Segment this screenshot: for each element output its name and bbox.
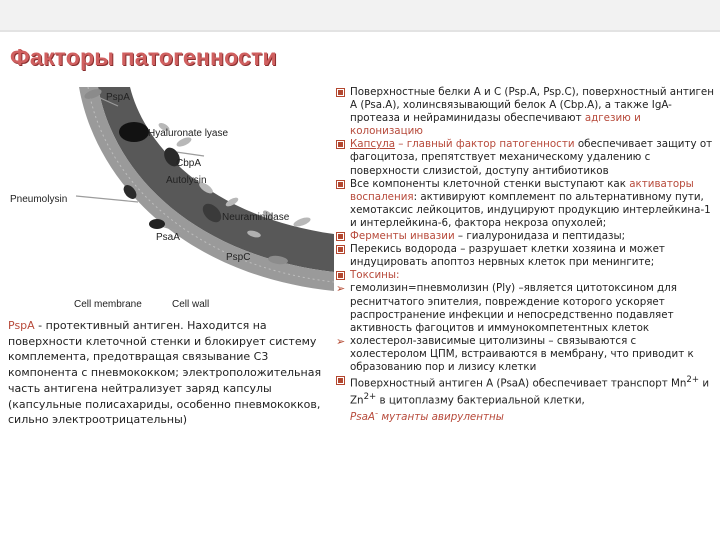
square-bullet-icon <box>336 140 345 149</box>
item-term: Капсула <box>350 138 395 151</box>
item-text: в цитоплазму бактериальной клетки, <box>376 394 585 406</box>
list-item <box>336 138 716 177</box>
item-text: Перекись водорода – разрушает клетки хозяина и может индуцировать апоптоз нервных клеток при менингите; <box>350 243 665 269</box>
label-cell-wall: Cell wall <box>172 299 210 310</box>
cbpa-line <box>176 152 204 156</box>
item-text: и Zn <box>350 377 710 406</box>
item-highlight: Токсины: <box>350 269 400 282</box>
item-highlight: активаторы воспаления <box>350 177 694 203</box>
page-title: Факторы патогенности <box>10 44 277 70</box>
label-pspc: PspC <box>226 252 251 263</box>
arrow-bullet-icon: ➢ <box>336 282 346 296</box>
item-text: Поверхностные белки А и С (Psp.A, Psp.C), поверхностный антиген А (Psa.A), холинсвязывающий белок А (Cbp.A), а также IgA-протеаза и нейраминидазы обеспечивают <box>350 86 714 125</box>
label-hyaluronate-lyase: Hyaluronate lyase <box>148 128 229 139</box>
arrow-bullet-icon: ➢ <box>336 334 346 348</box>
superscript: - <box>374 408 379 419</box>
cell-wall-diagram <box>6 84 334 316</box>
list-item <box>336 243 716 269</box>
label-neuraminidase: Neuraminidase <box>222 212 290 223</box>
square-bullet-icon <box>336 376 345 385</box>
list-item <box>336 374 716 424</box>
item-text: – гиалуронидаза и пептидазы; <box>454 230 626 243</box>
protein-shape-6 <box>292 216 311 229</box>
mutant-term: PsaA <box>350 410 375 423</box>
top-bar <box>0 0 720 30</box>
item-highlight: – главный фактор патогенности <box>395 138 575 151</box>
item-text: Поверхностный антиген А (PsaA) обеспечивает транспорт Mn <box>350 377 687 390</box>
psaa-protein <box>149 219 165 229</box>
item-highlight: адгезию и колонизацию <box>350 112 641 138</box>
label-autolysin: Autolysin <box>166 175 207 186</box>
list-item <box>336 282 716 334</box>
pathogenicity-factors-list <box>336 86 716 424</box>
superscript: 2+ <box>686 375 700 386</box>
list-item <box>336 269 716 282</box>
item-text: гемолизин=пневмолизин (Ply) –является цитотоксином для реснитчатого эпителия, повреждение которого ускоряет распространение инфекции и непосредственно подавляет активность фагоцитов и иммунокомпетентных клеток <box>350 282 677 334</box>
item-text: обеспечивает защиту от фагоцитоза, препятствует механическому удалению с поверхности слизистой, доступу антибиотиков <box>350 138 713 177</box>
label-cell-membrane: Cell membrane <box>74 299 142 310</box>
list-item <box>336 86 716 138</box>
label-cbpa: CbpA <box>176 158 202 169</box>
pspa-caption <box>8 318 333 428</box>
item-text: холестерол-зависимые цитолизины – связываются с холестеролом ЦПМ, встраиваются в мембрану, что приводит к образованию пор и лизису клетки <box>350 334 694 373</box>
square-bullet-icon <box>336 245 345 254</box>
item-text: Все компоненты клеточной стенки выступают как <box>350 177 630 190</box>
item-highlight: Ферменты инвазии <box>350 230 455 243</box>
superscript: 2+ <box>363 391 377 402</box>
list-item <box>336 335 716 374</box>
label-psaa: PsaA <box>156 232 180 243</box>
top-bar-divider <box>0 30 720 32</box>
caption-term: PspA <box>8 319 35 332</box>
square-bullet-icon <box>336 88 345 97</box>
label-pspa: PspA <box>106 92 130 103</box>
square-bullet-icon <box>336 271 345 280</box>
hyaluronate-lyase-blob <box>119 122 149 142</box>
caption-text: - протективный антиген. Находится на поверхности клеточной стенки и блокирует систему комплемента, предотвращая связывание С3 компонента с пневмококком; электроположительная часть антигена нейтрализует заряд капсулы (капсульные полисахариды, особенно пневмококков, сильно электроотрицательны) <box>8 319 322 427</box>
item-text: : активируют комплемент по альтернативному пути, хемотаксис лейкоцитов, индуцируют продукцию интерлейкина-1 и интерлейкина-6, фактора некроза опухолей; <box>350 190 711 229</box>
square-bullet-icon <box>336 180 345 189</box>
mutant-text: мутанты авирулентны <box>378 410 504 423</box>
label-pneumolysin: Pneumolysin <box>10 194 68 205</box>
list-item <box>336 178 716 230</box>
square-bullet-icon <box>336 232 345 241</box>
item-highlight <box>350 408 504 423</box>
list-item <box>336 230 716 243</box>
